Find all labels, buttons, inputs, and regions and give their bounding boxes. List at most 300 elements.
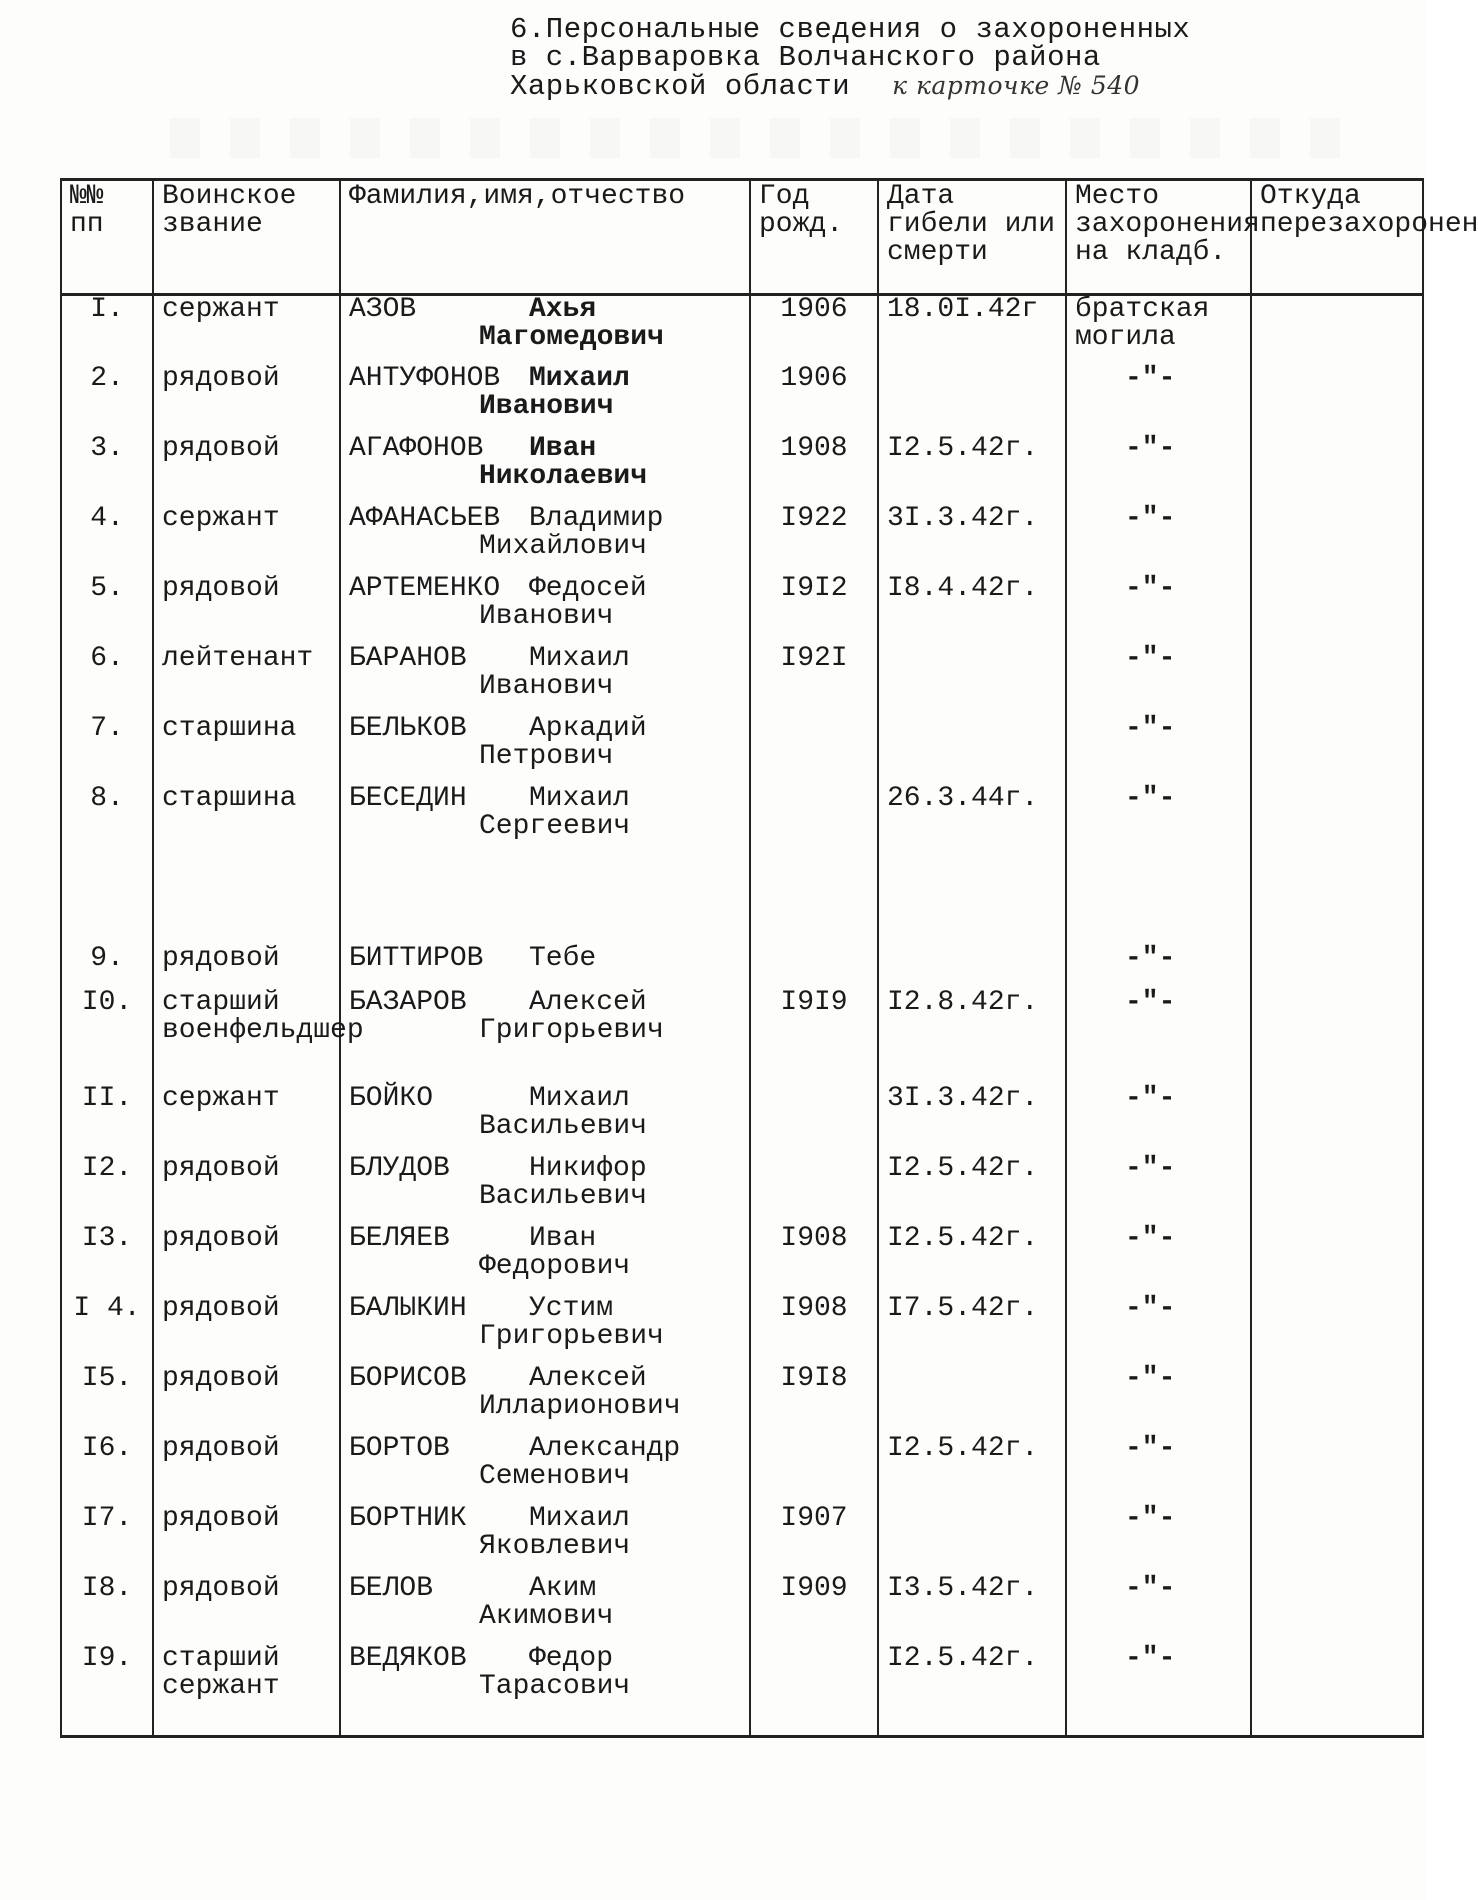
burial-place-text: -"- — [1125, 502, 1176, 534]
birth-year-text: I922 — [780, 502, 848, 534]
table-row — [61, 505, 1423, 575]
row-number-text: II. — [81, 1082, 133, 1114]
burial-place-text: -"- — [1125, 986, 1176, 1018]
row-reburied-from — [1251, 1085, 1423, 1155]
row-number — [61, 986, 153, 1085]
death-date-text: 18.0I.42г — [887, 294, 1039, 325]
rank-text: старшина — [162, 712, 297, 744]
given-name-text: Алексей — [529, 986, 647, 1018]
row-reburied-from — [1251, 435, 1423, 505]
burial-place-text: -"- — [1125, 1222, 1176, 1254]
patronymic-text: Петрович — [479, 740, 614, 772]
row-full-name — [340, 1082, 750, 1155]
row-number-text: I3. — [81, 1222, 133, 1254]
row-number-text: 8. — [90, 782, 124, 814]
patronymic-text: Сергеевич — [479, 810, 631, 842]
row-full-name — [340, 432, 750, 505]
patronymic-text: Иванович — [479, 670, 614, 702]
row-reburied-from — [1251, 1365, 1423, 1435]
given-name-text: Александр — [529, 1432, 681, 1464]
row-burial-place — [1066, 362, 1251, 435]
row-rank — [153, 1222, 340, 1295]
row-birth-year — [750, 432, 878, 505]
row-number — [61, 1292, 153, 1365]
row-rank — [153, 502, 340, 575]
death-date-text: I2.5.42г. — [887, 432, 1039, 464]
row-full-name — [340, 1222, 750, 1295]
row-number-text: I6. — [81, 1432, 133, 1464]
row-number — [61, 432, 153, 505]
col-header-year: Год рожд. — [750, 180, 878, 295]
row-burial-place — [1066, 1572, 1251, 1645]
burial-place-text: -"- — [1125, 712, 1176, 744]
row-number-text: I2. — [81, 1152, 133, 1184]
row-reburied-from — [1251, 1295, 1423, 1365]
birth-year-text: 1908 — [780, 432, 848, 464]
burial-place-text: -"- — [1125, 1572, 1176, 1604]
surname-text: БЕЛЬКОВ — [349, 712, 467, 744]
row-birth-year — [750, 1435, 878, 1505]
row-birth-year — [750, 362, 878, 435]
row-number-text: I. — [90, 294, 124, 325]
row-birth-year — [750, 945, 878, 989]
burial-place-text: -"- — [1125, 572, 1176, 604]
row-burial-place — [1066, 986, 1251, 1085]
table-row — [61, 1085, 1423, 1155]
given-name-text: Иван — [529, 1222, 597, 1254]
row-burial-place — [1066, 1082, 1251, 1155]
row-birth-year — [750, 715, 878, 785]
death-date-text: I2.5.42г. — [887, 1432, 1039, 1464]
row-reburied-from — [1251, 1505, 1423, 1575]
given-name-text: Владимир — [529, 502, 664, 534]
row-birth-year — [750, 1292, 878, 1365]
row-full-name — [340, 362, 750, 435]
surname-text: БИТТИРОВ — [349, 942, 484, 974]
row-reburied-from — [1251, 645, 1423, 715]
row-rank — [153, 1572, 340, 1645]
surname-text: АРТЕМЕНКО — [349, 572, 501, 604]
burial-place-text: -"- — [1125, 1502, 1176, 1534]
table-row — [61, 1365, 1423, 1435]
row-number — [61, 295, 153, 365]
row-birth-year — [750, 572, 878, 645]
row-death-date — [878, 1505, 1066, 1575]
row-reburied-from — [1251, 505, 1423, 575]
row-burial-place — [1066, 1362, 1251, 1435]
table-row — [61, 945, 1423, 989]
row-burial-place — [1066, 1642, 1251, 1737]
row-reburied-from — [1251, 1645, 1423, 1737]
row-number-text: 5. — [90, 572, 124, 604]
col-header-name: Фамилия,имя,отчество — [340, 180, 750, 295]
title-line-3-text: Харьковской области — [510, 70, 851, 103]
row-burial-place — [1066, 642, 1251, 715]
row-birth-year — [750, 1155, 878, 1225]
row-burial-place — [1066, 502, 1251, 575]
surname-text: БЕЛОВ — [349, 1572, 434, 1604]
death-date-text: I7.5.42г. — [887, 1292, 1039, 1324]
col-header-burial-place: Место захоронения на кладб. — [1066, 180, 1251, 295]
row-birth-year — [750, 1362, 878, 1435]
patronymic-text: Иванович — [479, 600, 614, 632]
burial-place-text: -"- — [1125, 1152, 1176, 1184]
row-rank — [153, 1502, 340, 1575]
row-number-text: I8. — [81, 1572, 133, 1604]
rank-text: старшина — [162, 782, 297, 814]
row-burial-place — [1066, 712, 1251, 785]
row-rank — [153, 572, 340, 645]
surname-text: АЗОВ — [349, 294, 417, 325]
row-number — [61, 502, 153, 575]
row-number-text: 7. — [90, 712, 124, 744]
row-number — [61, 362, 153, 435]
row-death-date — [878, 1082, 1066, 1155]
row-rank — [153, 642, 340, 715]
row-full-name — [340, 942, 750, 989]
surname-text: БОРТНИК — [349, 1502, 467, 1534]
patronymic-text: Николаевич — [479, 460, 648, 492]
row-number-text: 2. — [90, 362, 124, 394]
title-line-3 — [510, 72, 1310, 101]
row-full-name — [340, 782, 750, 945]
burial-place-text: -"- — [1125, 1292, 1176, 1324]
death-date-text: I3.5.42г. — [887, 1572, 1039, 1604]
death-date-text: I2.5.42г. — [887, 1152, 1039, 1184]
row-reburied-from — [1251, 1575, 1423, 1645]
burial-place-text: -"- — [1125, 1642, 1176, 1674]
surname-text: БАЛЫКИН — [349, 1292, 467, 1324]
row-rank — [153, 1152, 340, 1225]
surname-text: БОРТОВ — [349, 1432, 450, 1464]
row-number — [61, 1572, 153, 1645]
burial-place-text: -"- — [1125, 1362, 1176, 1394]
row-rank — [153, 782, 340, 945]
table-header-row — [61, 180, 1423, 295]
row-death-date — [878, 645, 1066, 715]
col-header-num: №№ пп — [61, 180, 153, 295]
row-full-name — [340, 502, 750, 575]
row-reburied-from — [1251, 295, 1423, 365]
row-number-text: I5. — [81, 1362, 133, 1394]
row-number-text: 6. — [90, 642, 124, 674]
row-full-name — [340, 1362, 750, 1435]
row-number-text: I9. — [81, 1642, 133, 1674]
birth-year-text: I92I — [780, 642, 848, 674]
row-birth-year — [750, 1502, 878, 1575]
burial-place-text: -"- — [1125, 642, 1176, 674]
rank-text: рядовой — [162, 1362, 280, 1394]
row-death-date — [878, 782, 1066, 945]
surname-text: БАРАНОВ — [349, 642, 467, 674]
death-date-text: 3I.3.42г. — [887, 502, 1039, 534]
rank-text: лейтенант — [162, 642, 314, 674]
patronymic-text: Илларионович — [479, 1390, 681, 1422]
given-name-text: Федосей — [529, 572, 647, 604]
patronymic-text: Васильевич — [479, 1180, 648, 1212]
death-date-text: I2.8.42г. — [887, 986, 1039, 1018]
given-name-text: Михаил — [529, 362, 630, 394]
rank-text: старший сержант — [162, 1642, 280, 1702]
birth-year-text: I909 — [780, 1572, 848, 1604]
row-full-name — [340, 1432, 750, 1505]
given-name-text: Михаил — [529, 1082, 630, 1114]
row-burial-place — [1066, 1292, 1251, 1365]
birth-year-text: 1906 — [780, 362, 848, 394]
given-name-text: Аркадий — [529, 712, 647, 744]
rank-text: рядовой — [162, 362, 280, 394]
row-burial-place — [1066, 432, 1251, 505]
row-reburied-from — [1251, 1225, 1423, 1295]
given-name-text: Михаил — [529, 642, 630, 674]
burial-place-text: братская могила — [1075, 294, 1210, 353]
rank-text: рядовой — [162, 1572, 280, 1604]
row-death-date — [878, 945, 1066, 989]
patronymic-text: Григорьевич — [479, 1014, 664, 1046]
birth-year-text: I908 — [780, 1292, 848, 1324]
given-name-text: Алексей — [529, 1362, 647, 1394]
rank-text: рядовой — [162, 1222, 280, 1254]
table-row — [61, 1295, 1423, 1365]
row-full-name — [340, 295, 750, 365]
birth-year-text: 1906 — [780, 294, 848, 325]
surname-text: АГАФОНОВ — [349, 432, 484, 464]
row-birth-year — [750, 1572, 878, 1645]
row-death-date — [878, 986, 1066, 1085]
patronymic-text: Федорович — [479, 1250, 631, 1282]
rank-text: рядовой — [162, 1432, 280, 1464]
rank-text: старший военфельдшер — [162, 986, 364, 1046]
row-death-date — [878, 295, 1066, 365]
row-full-name — [340, 642, 750, 715]
table-row — [61, 989, 1423, 1085]
death-date-text: 3I.3.42г. — [887, 1082, 1039, 1114]
row-death-date — [878, 1572, 1066, 1645]
title-line-2: в с.Варваровка Волчанского района — [510, 41, 1101, 74]
row-burial-place — [1066, 572, 1251, 645]
table-row — [61, 1155, 1423, 1225]
row-full-name — [340, 1642, 750, 1737]
document-title — [510, 13, 1310, 103]
row-number — [61, 1082, 153, 1155]
row-rank — [153, 295, 340, 365]
surname-text: БОРИСОВ — [349, 1362, 467, 1394]
row-number — [61, 712, 153, 785]
row-reburied-from — [1251, 989, 1423, 1085]
patronymic-text: Васильевич — [479, 1110, 648, 1142]
col-header-reburied-from: Откуда перезахоронен — [1251, 180, 1423, 295]
row-number-text: 4. — [90, 502, 124, 534]
rank-text: рядовой — [162, 432, 280, 464]
row-birth-year — [750, 642, 878, 715]
row-number — [61, 1222, 153, 1295]
row-rank — [153, 1082, 340, 1155]
row-rank — [153, 1642, 340, 1737]
patronymic-text: Григорьевич — [479, 1320, 664, 1352]
col-header-rank: Воинское звание — [153, 180, 340, 295]
rank-text: сержант — [162, 502, 280, 534]
row-reburied-from — [1251, 715, 1423, 785]
given-name-text: Аким — [529, 1572, 597, 1604]
row-reburied-from — [1251, 1155, 1423, 1225]
row-number — [61, 1642, 153, 1737]
row-death-date — [878, 1432, 1066, 1505]
row-birth-year — [750, 986, 878, 1085]
row-number — [61, 1362, 153, 1435]
burial-place-text: -"- — [1125, 1082, 1176, 1114]
surname-text: БЛУДОВ — [349, 1152, 450, 1184]
row-reburied-from — [1251, 785, 1423, 945]
rank-text: сержант — [162, 294, 280, 325]
row-burial-place — [1066, 942, 1251, 989]
row-death-date — [878, 715, 1066, 785]
surname-text: БЕЛЯЕВ — [349, 1222, 450, 1254]
row-birth-year — [750, 295, 878, 365]
row-full-name — [340, 986, 750, 1085]
death-date-text: I2.5.42г. — [887, 1222, 1039, 1254]
rank-text: рядовой — [162, 942, 280, 974]
row-number-text: I7. — [81, 1502, 133, 1534]
surname-text: ВЕДЯКОВ — [349, 1642, 467, 1674]
row-burial-place — [1066, 1432, 1251, 1505]
row-rank — [153, 712, 340, 785]
patronymic-text: Иванович — [479, 390, 614, 422]
row-number — [61, 572, 153, 645]
table-row — [61, 1575, 1423, 1645]
row-reburied-from — [1251, 1435, 1423, 1505]
row-number — [61, 642, 153, 715]
row-rank — [153, 1362, 340, 1435]
row-rank — [153, 986, 364, 1085]
row-number-text: 3. — [90, 432, 124, 464]
row-burial-place — [1066, 782, 1251, 945]
patronymic-text: Магомедович — [479, 322, 664, 353]
row-death-date — [878, 432, 1066, 505]
row-full-name — [340, 572, 750, 645]
row-full-name — [340, 712, 750, 785]
row-birth-year — [750, 502, 878, 575]
given-name-text: Михаил — [529, 782, 630, 814]
given-name-text: Тебе — [529, 942, 597, 974]
birth-year-text: I9I9 — [780, 986, 848, 1018]
given-name-text: Михаил — [529, 1502, 630, 1534]
burial-place-text: -"- — [1125, 1432, 1176, 1464]
table-row — [61, 1225, 1423, 1295]
row-number — [61, 782, 153, 945]
rank-text: рядовой — [162, 572, 280, 604]
patronymic-text: Семенович — [479, 1460, 631, 1492]
row-number — [61, 1152, 153, 1225]
row-reburied-from — [1251, 945, 1423, 989]
row-reburied-from — [1251, 575, 1423, 645]
rank-text: рядовой — [162, 1152, 280, 1184]
given-name-text: Ахья — [529, 294, 597, 325]
birth-year-text: I9I2 — [780, 572, 848, 604]
table-row — [61, 1505, 1423, 1575]
rank-text: рядовой — [162, 1502, 280, 1534]
row-burial-place — [1066, 1152, 1251, 1225]
row-birth-year — [750, 1645, 878, 1737]
row-death-date — [878, 1642, 1066, 1737]
surname-text: АФАНАСЬЕВ — [349, 502, 501, 534]
row-number — [61, 942, 153, 989]
table-row — [61, 365, 1423, 435]
row-death-date — [878, 1152, 1066, 1225]
row-burial-place — [1066, 1222, 1251, 1295]
row-death-date — [878, 365, 1066, 435]
row-full-name — [340, 1292, 750, 1365]
row-full-name — [340, 1152, 750, 1225]
patronymic-text: Акимович — [479, 1600, 614, 1632]
surname-text: БОЙКО — [349, 1082, 434, 1114]
row-rank — [153, 942, 340, 989]
rank-text: сержант — [162, 1082, 280, 1114]
row-birth-year — [750, 1085, 878, 1155]
row-number — [61, 1432, 153, 1505]
patronymic-text: Яковлевич — [479, 1530, 631, 1562]
table-row — [61, 715, 1423, 785]
table-row — [61, 435, 1423, 505]
row-rank — [153, 1432, 340, 1505]
death-date-text: I8.4.42г. — [887, 572, 1039, 604]
table-row — [61, 785, 1423, 945]
burial-place-text: -"- — [1125, 942, 1176, 974]
row-rank — [153, 1292, 340, 1365]
row-reburied-from — [1251, 365, 1423, 435]
death-date-text: I2.5.42г. — [887, 1642, 1039, 1674]
table-row — [61, 295, 1423, 365]
patronymic-text: Тарасович — [479, 1670, 631, 1702]
burial-place-text: -"- — [1125, 432, 1176, 464]
surname-text: БАЗАРОВ — [349, 986, 467, 1018]
row-death-date — [878, 1222, 1066, 1295]
title-line-1: 6.Персональные сведения о захороненных — [510, 13, 1191, 46]
row-burial-place — [1066, 1502, 1251, 1575]
burial-place-text: -"- — [1125, 782, 1176, 814]
table-row — [61, 1435, 1423, 1505]
row-death-date — [878, 1292, 1066, 1365]
row-number-text: 9. — [90, 942, 124, 974]
surname-text: БЕСЕДИН — [349, 782, 467, 814]
given-name-text: Иван — [529, 432, 597, 464]
row-number-text: I 4. — [73, 1292, 141, 1324]
surname-text: АНТУФОНОВ — [349, 362, 501, 394]
row-death-date — [878, 572, 1066, 645]
row-death-date — [878, 502, 1066, 575]
table-row — [61, 645, 1423, 715]
birth-year-text: I9I8 — [780, 1362, 848, 1394]
given-name-text: Устим — [529, 1292, 614, 1324]
birth-year-text: I907 — [780, 1502, 848, 1534]
table-row — [61, 1645, 1423, 1737]
row-full-name — [340, 1572, 750, 1645]
row-burial-place — [1066, 295, 1251, 365]
row-birth-year — [750, 1222, 878, 1295]
birth-year-text: I908 — [780, 1222, 848, 1254]
row-full-name — [340, 1502, 750, 1575]
row-number-text: I0. — [81, 986, 133, 1018]
row-number — [61, 1502, 153, 1575]
handwritten-card-note: к карточке № 540 — [892, 71, 1141, 100]
given-name-text: Федор — [529, 1642, 614, 1674]
table-row — [61, 575, 1423, 645]
row-birth-year — [750, 785, 878, 945]
patronymic-text: Михайлович — [479, 530, 648, 562]
burial-place-text: -"- — [1125, 362, 1176, 394]
faded-text-smudge — [170, 118, 1370, 158]
row-rank — [153, 362, 340, 435]
row-rank — [153, 432, 340, 505]
